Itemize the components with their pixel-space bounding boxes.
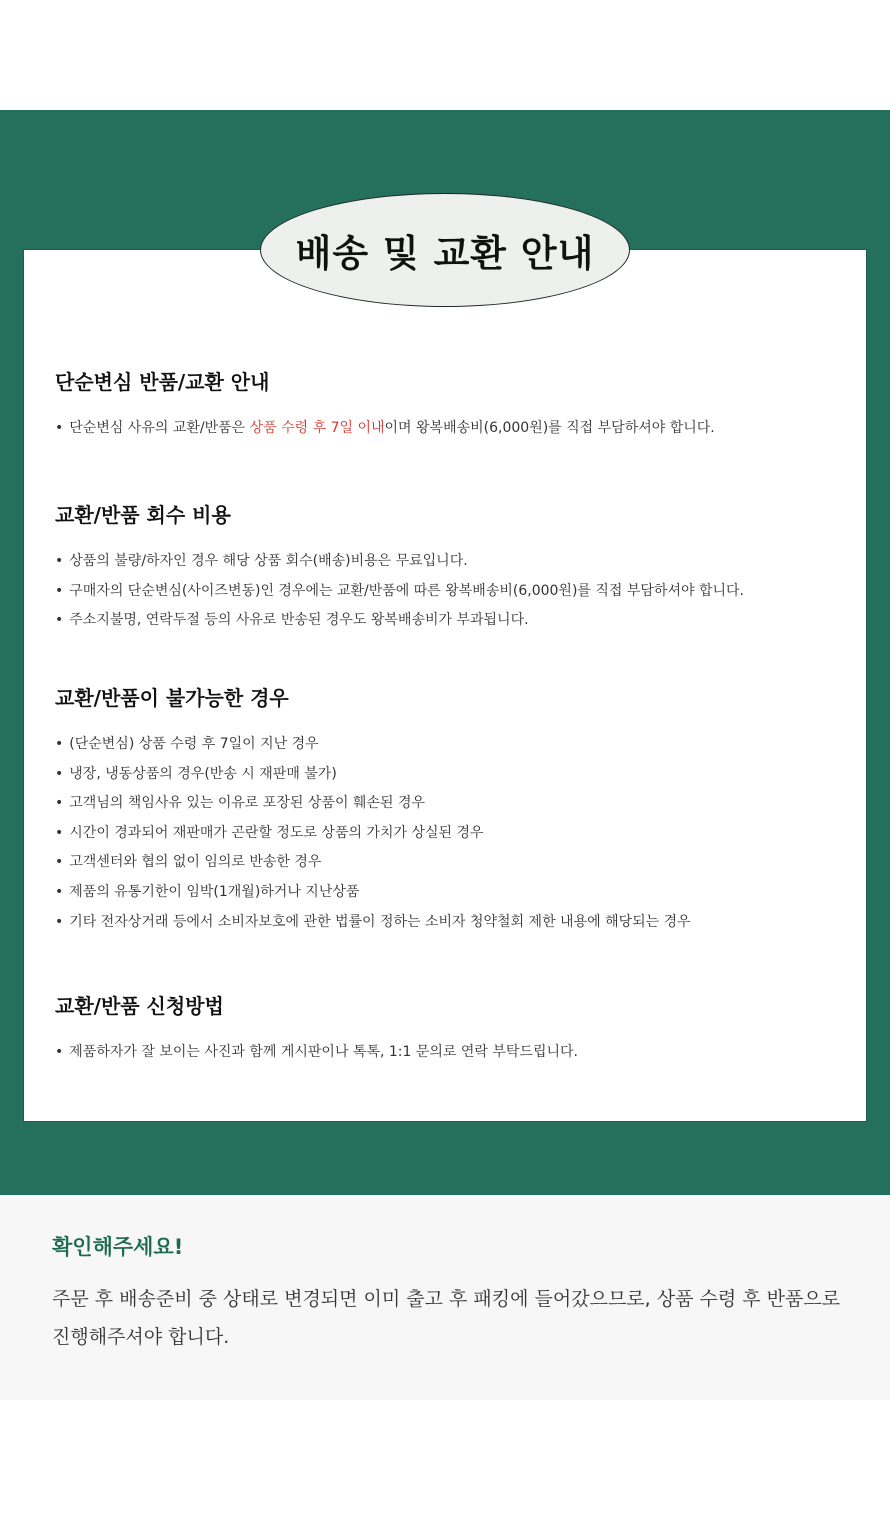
bullet: • (55, 913, 64, 930)
title-badge (260, 193, 630, 307)
list-item: • 단순변심 사유의 교환/반품은 상품 수령 후 7일 이내이며 왕복배송비(6,000원)를 직접 부담하셔야 합니다. (55, 420, 715, 436)
section-list (55, 414, 855, 444)
highlight-text: 상품 수령 후 7일 이내 (249, 420, 385, 436)
list-item: • 시간이 경과되어 재판매가 곤란할 정도로 상품의 가치가 상실된 경우 (55, 824, 484, 841)
list-item: • (단순변심) 상품 수령 후 7일이 지난 경우 (55, 736, 319, 752)
bullet: • (55, 582, 64, 599)
bullet: • (55, 553, 64, 569)
notice-heading: 확인해주세요! (52, 1235, 184, 1259)
list-item: • 구매자의 단순변심(사이즈변동)인 경우에는 교환/반품에 따른 왕복배송비(6,000원)를 직접 부담하셔야 합니다. (55, 582, 744, 599)
bullet: • (55, 1044, 64, 1060)
bullet: • (55, 736, 64, 752)
section-heading: 단순변심 반품/교환 안내 (55, 370, 270, 394)
bullet: • (55, 420, 64, 436)
section-heading: 교환/반품 회수 비용 (55, 503, 231, 527)
list-item: • 고객센터와 협의 없이 임의로 반송한 경우 (55, 854, 322, 871)
list-item: • 기타 전자상거래 등에서 소비자보호에 관한 법률이 정하는 소비자 청약철회 제한 내용에 해당되는 경우 (55, 913, 691, 930)
bullet: • (55, 854, 64, 871)
bullet: • (55, 824, 64, 841)
bullet: • (55, 883, 64, 900)
section-heading: 교환/반품 신청방법 (55, 994, 224, 1018)
bullet: • (55, 612, 64, 629)
section-list (55, 547, 855, 636)
section-list (55, 730, 855, 937)
list-item: • 상품의 불량/하자인 경우 해당 상품 회수(배송)비용은 무료입니다. (55, 553, 468, 569)
list-item: • 제품의 유통기한이 임박(1개월)하거나 지난상품 (55, 883, 360, 900)
list-item: • 냉장, 냉동상품의 경우(반송 시 재판매 불가) (55, 765, 337, 782)
section-list (55, 1038, 855, 1068)
page-title: 배송 및 교환 안내 (295, 232, 595, 275)
list-item: • 주소지불명, 연락두절 등의 사유로 반송된 경우도 왕복배송비가 부과됩니다. (55, 612, 529, 629)
bullet: • (55, 795, 64, 812)
section-return-cost (55, 501, 855, 636)
section-not-allowed (55, 684, 855, 937)
bullet: • (55, 765, 64, 782)
section-simple-change (55, 368, 855, 444)
section-heading: 교환/반품이 불가능한 경우 (55, 686, 289, 710)
list-item: • 제품하자가 잘 보이는 사진과 함께 게시판이나 톡톡, 1:1 문의로 연락 부탁드립니다. (55, 1044, 578, 1060)
list-item: • 고객님의 책임사유 있는 이유로 포장된 상품이 훼손된 경우 (55, 795, 425, 812)
section-how-to-apply (55, 992, 855, 1068)
notice-box (0, 1195, 890, 1400)
notice-body: 주문 후 배송준비 중 상태로 변경되면 이미 출고 후 패킹에 들어갔으므로, 상품 수령 후 반품으로 진행해주셔야 합니다. (52, 1288, 841, 1348)
